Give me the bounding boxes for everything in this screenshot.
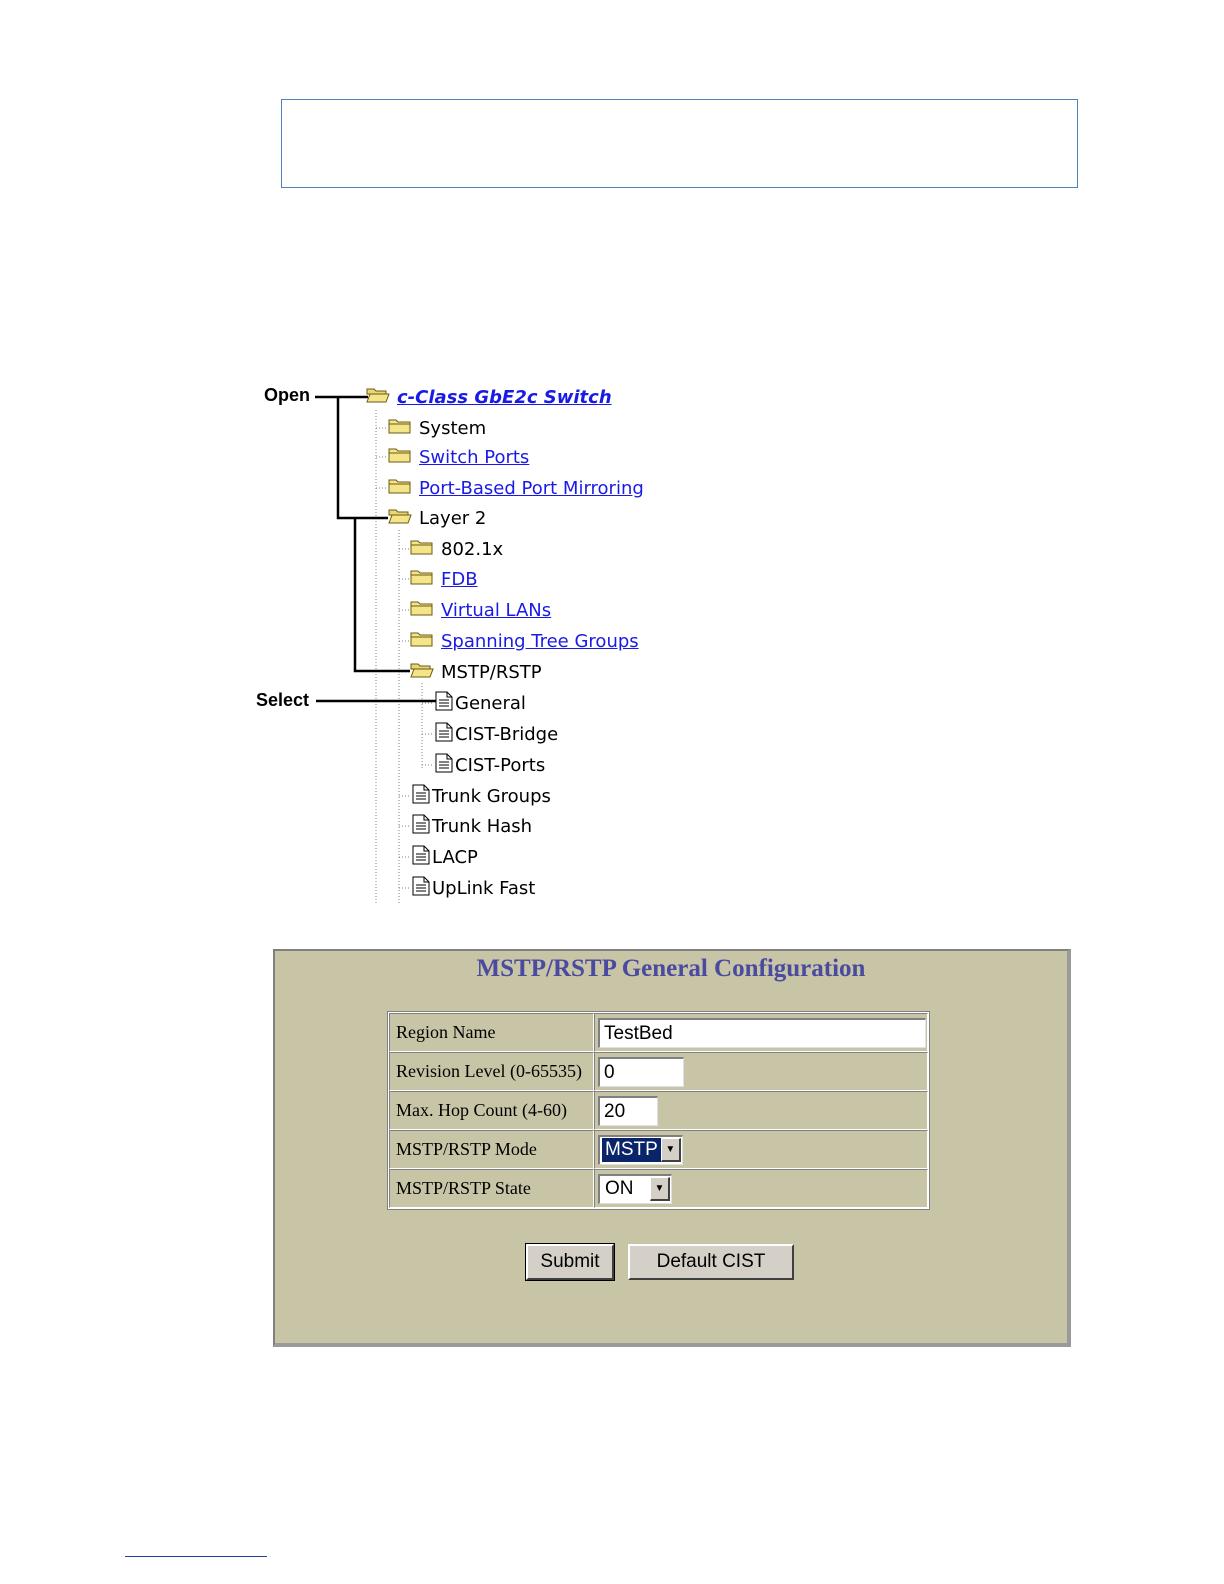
mode-select-value: MSTP bbox=[602, 1138, 661, 1162]
revision-level-label: Revision Level (0-65535) bbox=[389, 1052, 594, 1091]
tree-item-layer2[interactable] bbox=[388, 505, 486, 531]
state-select-value: ON bbox=[605, 1178, 634, 1199]
tree-item-label: 802.1x bbox=[441, 538, 504, 560]
tree-item-label: Trunk Groups bbox=[432, 785, 551, 807]
region-name-label: Region Name bbox=[389, 1013, 594, 1052]
tree-item-switch-ports[interactable] bbox=[388, 444, 529, 470]
mode-label: MSTP/RSTP Mode bbox=[389, 1130, 594, 1169]
config-table bbox=[388, 1012, 929, 1209]
folder-open-icon bbox=[388, 507, 412, 530]
region-name-input[interactable]: TestBed bbox=[598, 1018, 926, 1048]
tree-item-trunk-hash[interactable] bbox=[412, 813, 532, 839]
mode-select[interactable] bbox=[598, 1135, 683, 1165]
tree-item-lacp[interactable] bbox=[412, 844, 478, 870]
folder-icon bbox=[388, 417, 412, 440]
tree-item-uplink-fast[interactable] bbox=[412, 875, 535, 901]
page-icon bbox=[412, 845, 430, 870]
tree-item-cist-ports[interactable] bbox=[435, 752, 545, 778]
page-icon bbox=[412, 814, 430, 839]
folder-open-icon bbox=[366, 386, 390, 409]
tree-item-trunk-groups[interactable] bbox=[412, 783, 551, 809]
folder-icon bbox=[388, 477, 412, 500]
folder-icon bbox=[410, 568, 434, 591]
tree-item-label: CIST-Bridge bbox=[455, 723, 559, 745]
tree-root[interactable] bbox=[366, 384, 612, 410]
state-label: MSTP/RSTP State bbox=[389, 1169, 594, 1208]
root-link[interactable]: c-Class GbE2c Switch bbox=[397, 386, 612, 408]
tree-item-link[interactable]: Virtual LANs bbox=[441, 599, 552, 621]
tree-item-link[interactable]: FDB bbox=[441, 568, 478, 590]
submit-button[interactable]: Submit bbox=[526, 1244, 614, 1280]
default-cist-button[interactable]: Default CIST bbox=[628, 1244, 794, 1280]
max-hop-count-input[interactable]: 20 bbox=[598, 1096, 658, 1126]
table-row bbox=[389, 1130, 928, 1169]
revision-level-input[interactable]: 0 bbox=[598, 1057, 684, 1087]
tree-item-virtual-lans[interactable] bbox=[410, 597, 551, 623]
table-row bbox=[389, 1013, 928, 1052]
select-callout: Select bbox=[256, 690, 310, 710]
tree-item-label: General bbox=[455, 692, 526, 714]
folder-icon bbox=[410, 630, 434, 653]
tree-item-link[interactable]: Port-Based Port Mirroring bbox=[419, 477, 644, 499]
page-icon bbox=[412, 876, 430, 901]
tree-item-label: LACP bbox=[432, 846, 478, 868]
footnote-rule bbox=[125, 1556, 267, 1557]
config-panel bbox=[273, 949, 1071, 1347]
tree-item-label: CIST-Ports bbox=[455, 754, 546, 776]
table-row bbox=[389, 1091, 928, 1130]
tree-item-label: Trunk Hash bbox=[432, 815, 533, 837]
tree-item-cist-bridge[interactable] bbox=[435, 721, 558, 747]
tree-item-general[interactable] bbox=[435, 690, 526, 716]
panel-title: MSTP/RSTP General Configuration bbox=[476, 955, 866, 982]
chevron-down-icon[interactable]: ▼ bbox=[661, 1138, 681, 1162]
page-icon bbox=[435, 753, 453, 778]
tree-item-mstp-rstp[interactable] bbox=[410, 659, 542, 685]
tree-item-label: MSTP/RSTP bbox=[441, 661, 542, 683]
tree-item-fdb[interactable] bbox=[410, 566, 478, 592]
tree-item-label: System bbox=[419, 417, 487, 439]
table-row bbox=[389, 1169, 928, 1208]
folder-open-icon bbox=[410, 661, 434, 684]
page-icon bbox=[435, 722, 453, 747]
tree-item-label: UpLink Fast bbox=[432, 877, 536, 899]
page-icon bbox=[435, 691, 453, 716]
tree-item-802-1x[interactable] bbox=[410, 536, 503, 562]
tree-item-link[interactable]: Spanning Tree Groups bbox=[441, 630, 639, 652]
folder-icon bbox=[410, 538, 434, 561]
chevron-down-icon[interactable]: ▼ bbox=[650, 1177, 670, 1201]
state-select[interactable] bbox=[598, 1174, 672, 1204]
tree-item-spanning-tree-groups[interactable] bbox=[410, 628, 639, 654]
folder-icon bbox=[388, 446, 412, 469]
folder-icon bbox=[410, 599, 434, 622]
tree-item-link[interactable]: Switch Ports bbox=[419, 446, 530, 468]
table-row bbox=[389, 1052, 928, 1091]
page-icon bbox=[412, 784, 430, 809]
max-hop-count-label: Max. Hop Count (4-60) bbox=[389, 1091, 594, 1130]
tree-item-label: Layer 2 bbox=[419, 507, 487, 529]
tree-item-port-mirroring[interactable] bbox=[388, 475, 644, 501]
tree-item-system[interactable] bbox=[388, 415, 486, 441]
open-callout: Open bbox=[264, 385, 311, 405]
